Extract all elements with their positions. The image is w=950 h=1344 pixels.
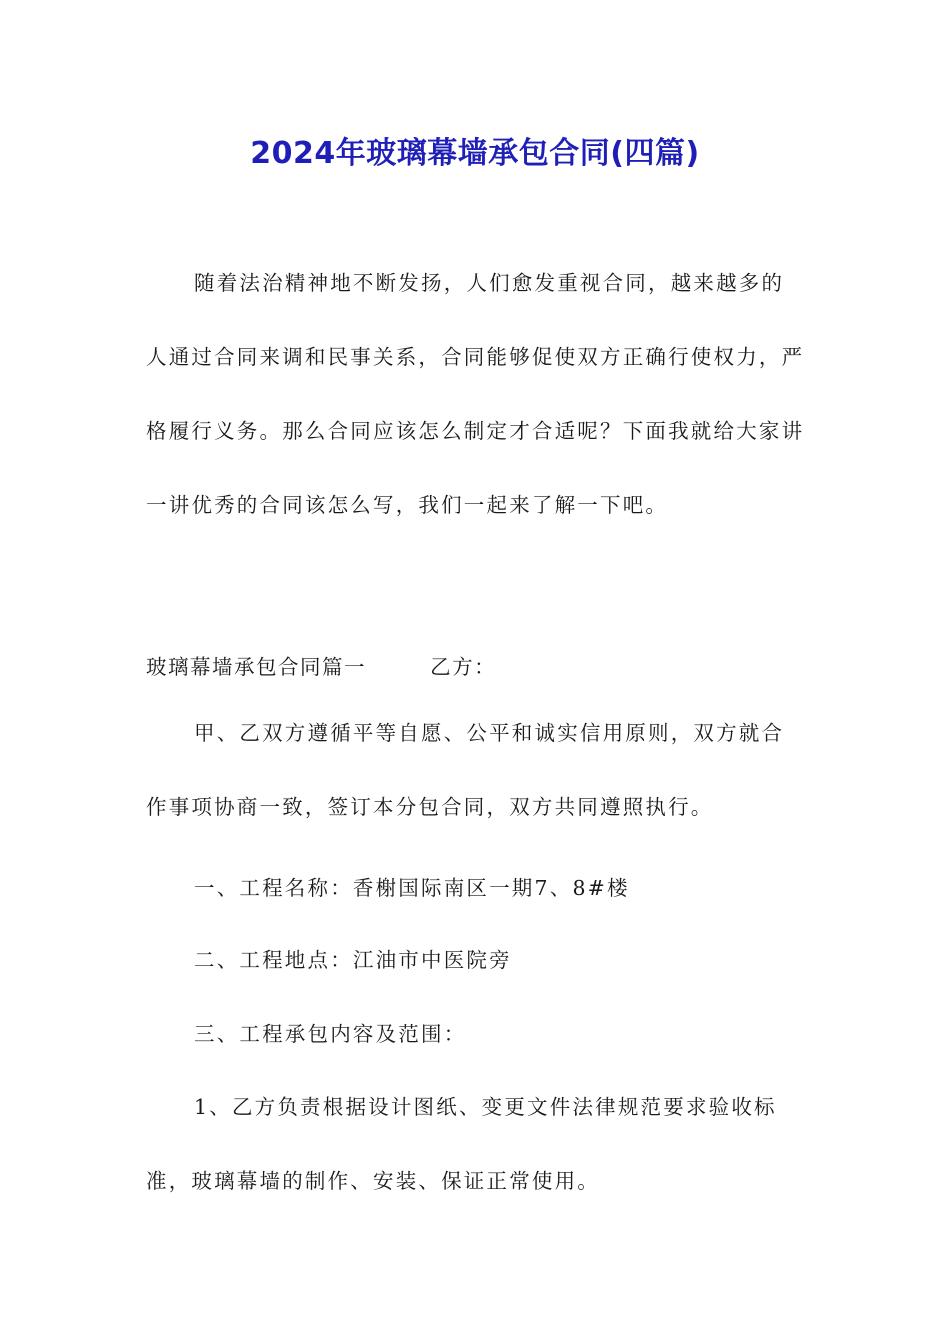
project-scope-item: 三、工程承包内容及范围： <box>194 1022 467 1046</box>
intro-paragraph: 随着法治精神地不断发扬，人们愈发重视合同，越来越多的人通过合同来调和民事关系，合同能够促使双方正确行使权力，严格履行义务。那么合同应该怎么制定才合适呢？下面我就给大家讲一讲优秀的合同该怎么写，我们一起来了解一下吧。 <box>146 271 805 517</box>
agreement-paragraph: 甲、乙双方遵循平等自愿、公平和诚实信用原则，双方就合作事项协商一致，签订本分包合同，双方共同遵照执行。 <box>146 721 785 819</box>
document-title: 2024年玻璃幕墙承包合同(四篇) <box>250 136 700 171</box>
section-heading: 玻璃幕墙承包合同篇一 乙方： <box>146 655 497 679</box>
scope-clause-paragraph: 1、乙方负责根据设计图纸、变更文件法律规范要求验收标准，玻璃幕墙的制作、安装、保证正常使用。 <box>146 1095 777 1193</box>
project-location-item: 二、工程地点：江油市中医院旁 <box>194 948 512 972</box>
project-name-item: 一、工程名称：香榭国际南区一期7、8#楼 <box>194 876 630 900</box>
